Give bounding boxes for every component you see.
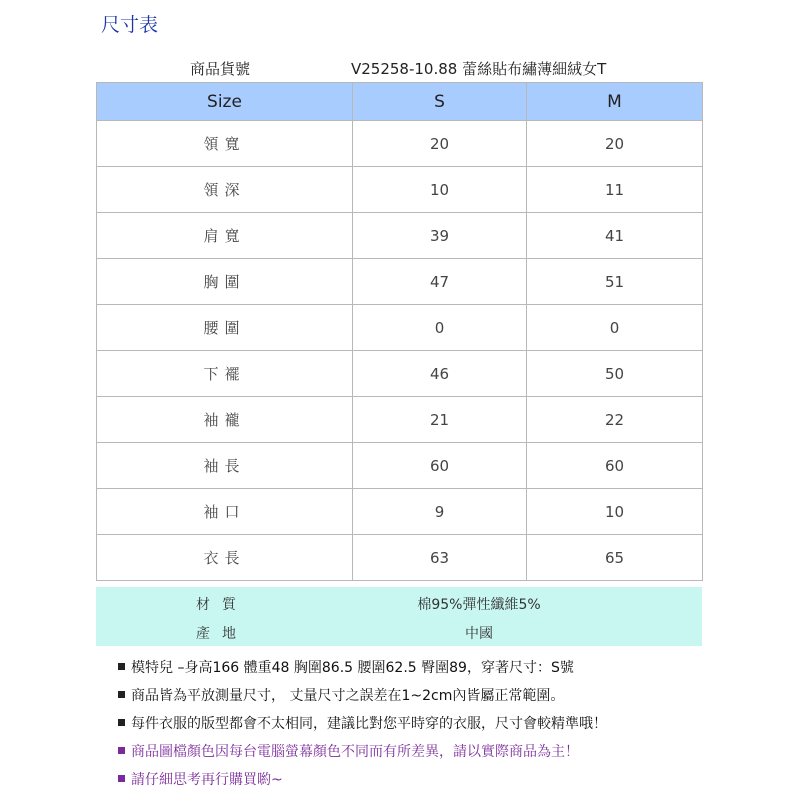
table-row [97,397,703,443]
table-row [97,489,703,535]
cell-s: 46 [353,351,527,397]
material-section [96,587,702,646]
note-text: 請仔細思考再行購買喲~ [131,772,283,788]
row-label: 胸圍 [97,259,353,305]
cell-s: 10 [353,167,527,213]
header-s: S [353,83,527,121]
product-number-row [0,58,800,80]
square-bullet-icon [118,719,125,726]
table-row [97,167,703,213]
origin-value: 中國 [465,626,493,642]
square-bullet-icon [118,747,125,754]
fabric-label: 材質 [196,597,248,613]
size-table-header [97,83,703,121]
note-text: 每件衣服的版型都會不太相同，建議比對您平時穿的衣服，尺寸會較精準哦！ [131,716,607,732]
note-item [118,741,607,769]
row-label: 下襬 [97,351,353,397]
table-row [97,351,703,397]
note-item [118,685,607,713]
note-text: 商品圖檔顏色因每台電腦螢幕顏色不同而有所差異，請以實際商品為主！ [131,744,579,760]
cell-m: 51 [527,259,703,305]
table-row [97,535,703,581]
square-bullet-icon [118,775,125,782]
cell-s: 39 [353,213,527,259]
table-row [97,305,703,351]
fabric-value: 棉95%彈性纖維5% [417,597,541,613]
cell-m: 60 [527,443,703,489]
row-label: 衣長 [97,535,353,581]
table-row [97,259,703,305]
square-bullet-icon [118,663,125,670]
cell-m: 50 [527,351,703,397]
page-title: 尺寸表 [101,14,159,36]
cell-s: 60 [353,443,527,489]
product-number-value: V25258-10.88 蕾絲貼布繡薄細絨女T [351,60,607,78]
origin-label: 產地 [196,626,248,642]
note-text: 模特兒 –身高166 體重48 胸圍86.5 腰圍62.5 臀圍89，穿著尺寸：S號 [131,660,574,676]
fabric-row [96,594,702,614]
notes-list [118,657,607,797]
row-label: 袖口 [97,489,353,535]
cell-m: 22 [527,397,703,443]
header-m: M [527,83,703,121]
size-table [96,82,703,581]
cell-s: 63 [353,535,527,581]
table-row [97,443,703,489]
table-row [97,121,703,167]
cell-m: 20 [527,121,703,167]
square-bullet-icon [118,691,125,698]
cell-s: 0 [353,305,527,351]
origin-row [96,623,702,643]
cell-m: 0 [527,305,703,351]
note-text: 商品皆為平放測量尺寸， 丈量尺寸之誤差在1~2cm內皆屬正常範圍。 [131,688,565,704]
product-number-label: 商品貨號 [190,60,251,78]
note-item [118,769,607,797]
cell-s: 21 [353,397,527,443]
row-label: 領深 [97,167,353,213]
cell-s: 47 [353,259,527,305]
row-label: 肩寬 [97,213,353,259]
row-label: 袖長 [97,443,353,489]
note-item [118,657,607,685]
cell-m: 10 [527,489,703,535]
header-size: Size [97,83,353,121]
note-item [118,713,607,741]
cell-m: 11 [527,167,703,213]
row-label: 領寬 [97,121,353,167]
cell-s: 20 [353,121,527,167]
table-row [97,213,703,259]
cell-s: 9 [353,489,527,535]
row-label: 腰圍 [97,305,353,351]
cell-m: 65 [527,535,703,581]
row-label: 袖襱 [97,397,353,443]
cell-m: 41 [527,213,703,259]
